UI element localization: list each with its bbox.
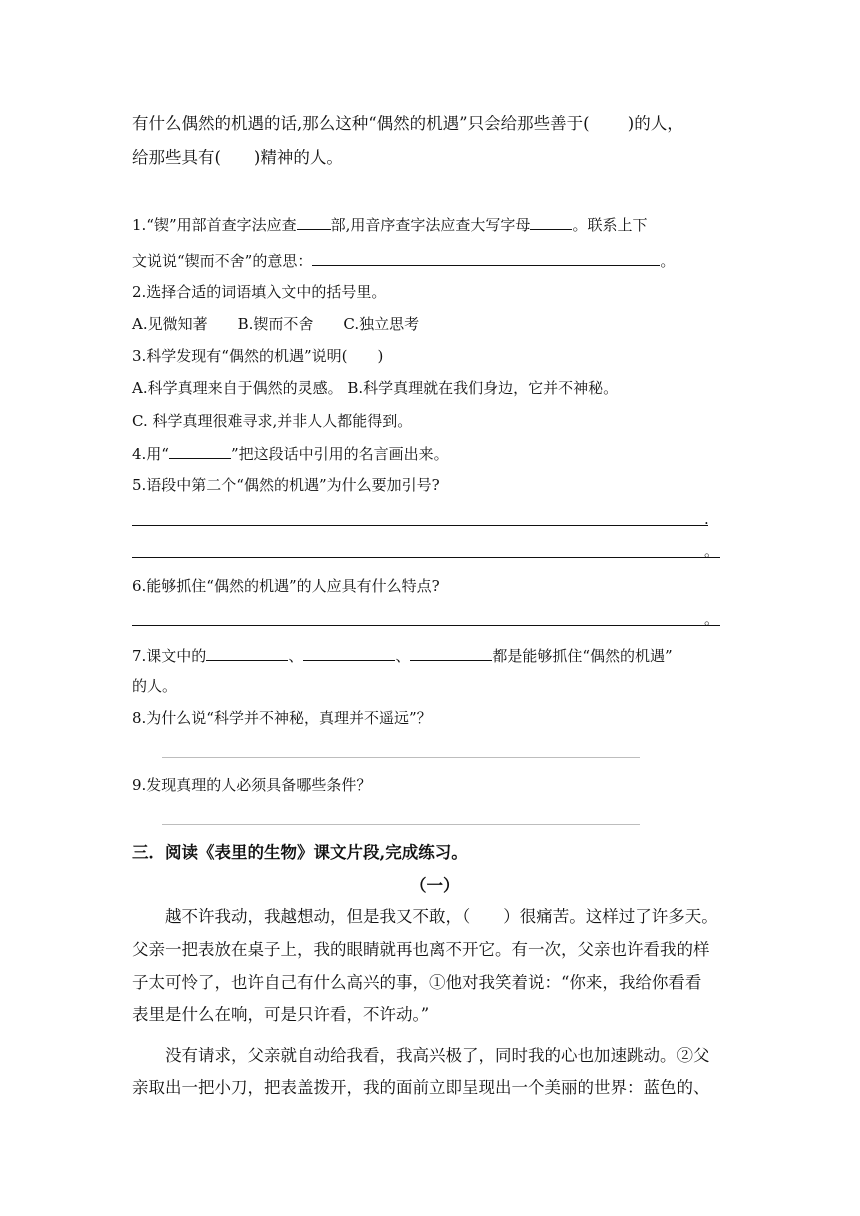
question-9: 9.发现真理的人必须具备哪些条件？ <box>132 776 372 794</box>
answer-line-q9[interactable] <box>162 824 640 825</box>
question-3-options-ab: A.科学真理来自于偶然的灵感。 B.科学真理就在我们身边，它并不神秘。 <box>132 379 619 397</box>
question-1-line-2-text: 文说说“锲而不舍”的意思： <box>132 252 313 270</box>
question-1-line-2-end: 。 <box>660 252 676 270</box>
question-7-part-b: 都是能够抓住“偶然的机遇” <box>492 647 673 665</box>
answer-blank-letter[interactable] <box>530 213 572 230</box>
question-1-part-b: 部,用音序查字法应查大写字母 <box>330 216 531 234</box>
question-8: 8.为什么说“科学并不神秘，真理并不遥远”？ <box>132 709 432 727</box>
answer-line-q8[interactable] <box>162 757 640 758</box>
underline-sample <box>169 442 231 459</box>
question-4-part-a: 4.用“ <box>132 445 169 463</box>
passage-line-2: 给那些具有( )精神的人。 <box>132 148 343 167</box>
reading-p1-line-1: 越不许我动，我越想动，但是我又不敢，（ ）很痛苦。这样过了许多天。 <box>132 907 718 926</box>
question-1-part-a: 1.“锲”用部首查字法应查 <box>132 216 297 234</box>
answer-blank-person-3[interactable] <box>410 644 492 661</box>
question-7-sep-2: 、 <box>395 647 411 665</box>
answer-line-q5-1-end: . <box>704 510 709 528</box>
reading-p2-line-1: 没有请求，父亲就自动给我看，我高兴极了，同时我的心也加速跳动。②父 <box>132 1046 710 1065</box>
question-3-option-c: C. 科学真理很难寻求,并非人人都能得到。 <box>132 412 413 430</box>
answer-line-q5-2-end: 。 <box>704 542 720 560</box>
question-2: 2.选择合适的词语填入文中的括号里。 <box>132 283 387 301</box>
question-2-options: A.见微知著 B.锲而不舍 C.独立思考 <box>132 315 420 333</box>
question-7-line-2: 的人。 <box>132 677 178 695</box>
passage-line-1: 有什么偶然的机遇的话,那么这种“偶然的机遇”只会给那些善于( )的人， <box>132 114 684 133</box>
question-1-part-c: 。联系上下 <box>572 216 648 234</box>
reading-p1-line-2: 父亲一把表放在桌子上，我的眼睛就再也离不开它。有一次，父亲也许看我的样 <box>132 940 710 959</box>
answer-blank-person-1[interactable] <box>206 644 288 661</box>
answer-line-q6[interactable] <box>132 625 720 626</box>
reading-p2-line-2: 亲取出一把小刀，把表盖拨开，我的面前立即呈现出一个美丽的世界：蓝色的、 <box>132 1078 710 1097</box>
question-7-part-a: 7.课文中的 <box>132 647 207 665</box>
question-4 <box>132 442 449 464</box>
question-3: 3.科学发现有“偶然的机遇”说明( ) <box>132 347 384 365</box>
section-3-title: 三．阅读《表里的生物》课文片段,完成练习。 <box>132 843 468 862</box>
reading-p1-line-3: 子太可怜了，也许自己有什么高兴的事，①他对我笑着说：“你来，我给你看看 <box>132 973 702 992</box>
answer-line-q5-2[interactable] <box>132 557 720 558</box>
question-7 <box>132 644 673 666</box>
answer-blank-radical[interactable] <box>297 213 331 230</box>
question-7-sep-1: 、 <box>288 647 304 665</box>
reading-p1-line-4: 表里是什么在响，可是只许看，不许动。” <box>132 1005 430 1024</box>
question-6: 6.能够抓住“偶然的机遇”的人应具有什么特点? <box>132 577 440 595</box>
question-5: 5.语段中第二个“偶然的机遇”为什么要加引号? <box>132 476 440 494</box>
answer-blank-person-2[interactable] <box>303 644 395 661</box>
answer-line-q5-1[interactable] <box>132 525 708 526</box>
section-3-subtitle: （一） <box>410 876 460 895</box>
answer-line-q6-end: 。 <box>704 610 720 628</box>
question-4-part-b: ”把这段话中引用的名言画出来。 <box>230 445 449 463</box>
answer-line-meaning[interactable] <box>312 249 660 266</box>
question-1-line-2 <box>132 249 675 271</box>
question-1 <box>132 213 647 235</box>
